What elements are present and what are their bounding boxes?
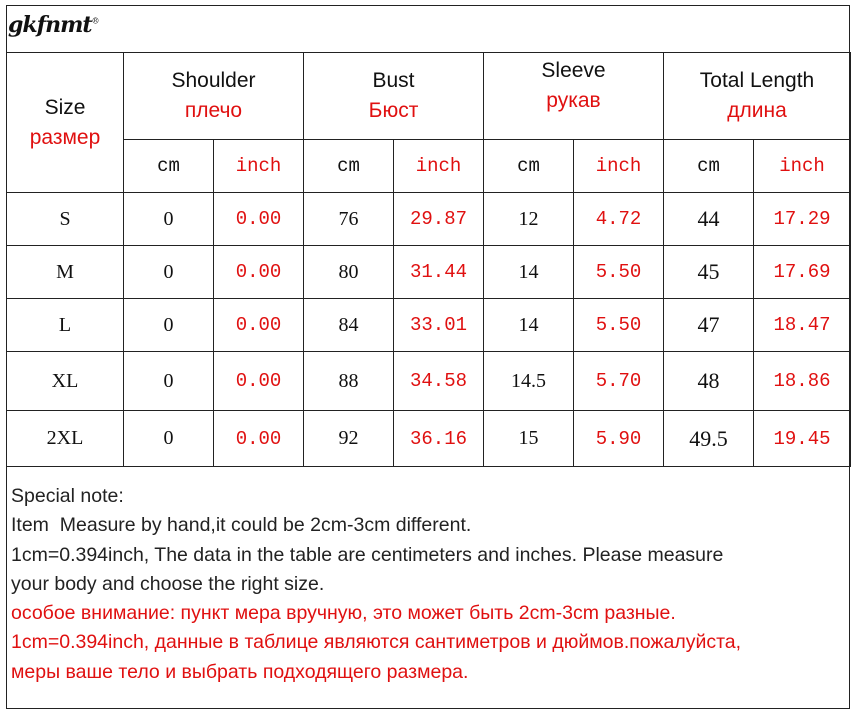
- size-cell: S: [7, 193, 124, 246]
- total-length-header-ru: длина: [727, 99, 787, 122]
- bust-inch-cell: 31.44: [394, 246, 484, 299]
- sleeve-inch-cell: 5.70: [574, 352, 664, 411]
- shoulder-cm-cell: 0: [124, 299, 214, 352]
- sleeve-header-en: Sleeve: [541, 59, 606, 82]
- sleeve-inch-cell: 5.50: [574, 299, 664, 352]
- size-header-en: Size: [44, 95, 86, 119]
- unit-inch: inch: [394, 140, 484, 193]
- special-note: [11, 482, 846, 687]
- bust-cm-cell: 88: [304, 352, 394, 411]
- brand-logo: gkfnmt®: [8, 12, 99, 38]
- total-length-header: [664, 53, 851, 140]
- sleeve-inch-cell: 4.72: [574, 193, 664, 246]
- note-line-ru: 1cm=0.394inch, данные в таблице являются сантиметров и дюймов.пожалуйста,: [11, 631, 742, 654]
- shoulder-header-ru: плечо: [184, 99, 243, 122]
- bust-cm-cell: 84: [304, 299, 394, 352]
- table-row: [7, 352, 851, 411]
- length-cm-cell: 48: [664, 352, 754, 411]
- bust-header: [304, 53, 484, 140]
- shoulder-cm-cell: 0: [124, 246, 214, 299]
- header-row-units: [7, 140, 851, 193]
- shoulder-inch-cell: 0.00: [214, 299, 304, 352]
- size-cell: M: [7, 246, 124, 299]
- length-inch-cell: 17.69: [754, 246, 851, 299]
- unit-inch: inch: [214, 140, 304, 193]
- length-inch-cell: 18.86: [754, 352, 851, 411]
- bust-cm-cell: 80: [304, 246, 394, 299]
- total-length-header-en: Total Length: [699, 69, 815, 92]
- sleeve-cm-cell: 15: [484, 411, 574, 467]
- bust-cm-cell: 76: [304, 193, 394, 246]
- shoulder-inch-cell: 0.00: [214, 193, 304, 246]
- shoulder-inch-cell: 0.00: [214, 411, 304, 467]
- unit-cm: cm: [484, 140, 574, 193]
- bust-cm-cell: 92: [304, 411, 394, 467]
- size-cell: 2XL: [7, 411, 124, 467]
- sleeve-header: [484, 53, 664, 140]
- shoulder-cm-cell: 0: [124, 352, 214, 411]
- header-row-names: [7, 53, 851, 140]
- sleeve-header-ru: рукав: [546, 89, 601, 112]
- length-cm-cell: 45: [664, 246, 754, 299]
- note-line: Special note:: [11, 485, 124, 507]
- note-line-ru: особое внимание: пункт мера вручную, это может быть 2cm-3cm разные.: [11, 602, 676, 625]
- size-header: [7, 53, 124, 193]
- length-inch-cell: 17.29: [754, 193, 851, 246]
- size-header-ru: размер: [29, 125, 101, 149]
- note-line: 1cm=0.394inch, The data in the table are centimeters and inches. Please measure: [11, 543, 724, 566]
- table-row: [7, 193, 851, 246]
- shoulder-cm-cell: 0: [124, 193, 214, 246]
- size-cell: L: [7, 299, 124, 352]
- bust-header-en: Bust: [372, 69, 415, 92]
- table-row: [7, 411, 851, 467]
- unit-inch: inch: [574, 140, 664, 193]
- shoulder-inch-cell: 0.00: [214, 352, 304, 411]
- length-cm-cell: 44: [664, 193, 754, 246]
- unit-inch: inch: [754, 140, 851, 193]
- shoulder-header: [124, 53, 304, 140]
- note-line-ru: меры ваше тело и выбрать подходящего размера.: [11, 660, 469, 683]
- shoulder-header-en: Shoulder: [171, 69, 256, 92]
- shoulder-inch-cell: 0.00: [214, 246, 304, 299]
- length-inch-cell: 18.47: [754, 299, 851, 352]
- sleeve-cm-cell: 14.5: [484, 352, 574, 411]
- sleeve-cm-cell: 14: [484, 246, 574, 299]
- length-inch-cell: 19.45: [754, 411, 851, 467]
- bust-inch-cell: 36.16: [394, 411, 484, 467]
- shoulder-cm-cell: 0: [124, 411, 214, 467]
- table-row: [7, 299, 851, 352]
- bust-inch-cell: 29.87: [394, 193, 484, 246]
- sleeve-cm-cell: 12: [484, 193, 574, 246]
- bust-inch-cell: 34.58: [394, 352, 484, 411]
- size-cell: XL: [7, 352, 124, 411]
- sleeve-cm-cell: 14: [484, 299, 574, 352]
- size-table: [6, 52, 851, 467]
- sleeve-inch-cell: 5.90: [574, 411, 664, 467]
- unit-cm: cm: [124, 140, 214, 193]
- note-line: Item Measure by hand,it could be 2cm-3cm different.: [11, 514, 472, 537]
- length-cm-cell: 49.5: [664, 411, 754, 467]
- note-line: your body and choose the right size.: [11, 572, 325, 595]
- sleeve-inch-cell: 5.50: [574, 246, 664, 299]
- table-row: [7, 246, 851, 299]
- bust-header-ru: Бюст: [368, 99, 419, 122]
- unit-cm: cm: [304, 140, 394, 193]
- bust-inch-cell: 33.01: [394, 299, 484, 352]
- unit-cm: cm: [664, 140, 754, 193]
- length-cm-cell: 47: [664, 299, 754, 352]
